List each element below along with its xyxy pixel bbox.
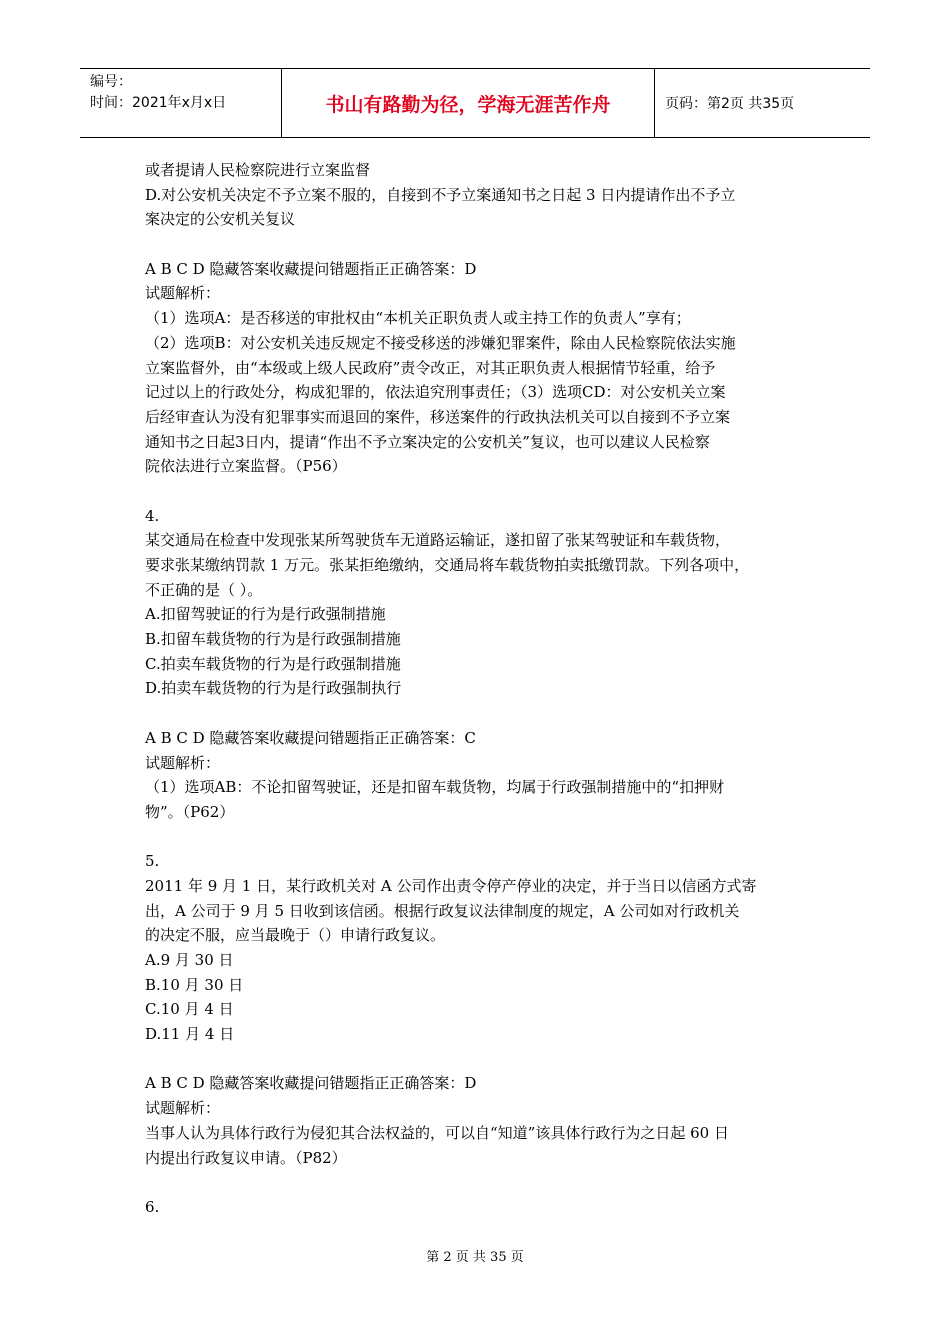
text-line: 试题解析： [145,284,221,303]
text-line: 后经审查认为没有犯罪事实而退回的案件，移送案件的行政执法机关可以自接到不予立案 [145,407,731,426]
page-header [80,68,870,138]
text-line: D.对公安机关决定不予立案不服的，自接到不予立案通知书之日起 3 日内提请作出不予立 [145,185,736,204]
text-line: C.拍卖车载货物的行为是行政强制措施 [145,654,401,673]
blank-line [145,1170,815,1195]
text-line: 或者提请人民检察院进行立案监督 [145,161,371,179]
header-meta [80,69,282,137]
blank-line [145,479,815,504]
blank-line [145,701,815,726]
text-line: B.10 月 30 日 [145,975,244,994]
text-line: D.11 月 4 日 [145,1025,235,1044]
text-line: 内提出行政复议申请。（P82） [145,1148,347,1167]
text-line: 5. [145,852,160,871]
text-line: A B C D 隐藏答案收藏提问错题指正正确答案：D [145,259,477,278]
blank-line [145,1047,815,1072]
text-line: D.拍卖车载货物的行为是行政强制执行 [145,679,402,698]
blank-line [145,232,815,257]
text-line: A.扣留驾驶证的行为是行政强制措施 [145,605,386,624]
text-line: 6. [145,1197,160,1216]
text-line: 4. [145,506,160,525]
text-line: A B C D 隐藏答案收藏提问错题指正正确答案：D [145,1074,477,1093]
text-line: B.扣留车载货物的行为是行政强制措施 [145,630,401,649]
text-line: 当事人认为具体行政行为侵犯其合法权益的，可以自“知道”该具体行政行为之日起 60 日 [145,1123,729,1142]
text-line: （1）选项A：是否移送的审批权由“本机关正职负责人或主持工作的负责人”享有； [145,309,691,328]
blank-line [145,825,815,850]
header-motto: 书山有路勤为径，学海无涯苦作舟 [282,69,655,137]
text-line: 不正确的是（ ）。 [145,580,263,599]
text-line: 出，A 公司于 9 月 5 日收到该信函。根据行政复议法律制度的规定，A 公司如对行政机关 [145,901,740,920]
text-line: （2）选项B：对公安机关违反规定不接受移送的涉嫌犯罪案件，除由人民检察院依法实施 [145,333,736,352]
document-body [145,158,815,1220]
text-line: 的决定不服，应当最晚于（）申请行政复议。 [145,926,446,945]
text-line: 院依法进行立案监督。（P56） [145,457,347,476]
page-footer: 第 2 页 共 35 页 [426,1250,524,1265]
text-line: A B C D 隐藏答案收藏提问错题指正正确答案：C [145,728,476,747]
text-line: 通知书之日起3日内，提请“作出不予立案决定的公安机关”复议，也可以建议人民检察 [145,432,710,451]
text-line: 要求张某缴纳罚款 1 万元。张某拒绝缴纳，交通局将车载货物拍卖抵缴罚款。下列各项中， [145,556,750,574]
header-page-info: 页码：第2页 共35页 [665,96,795,112]
text-line: 2011 年 9 月 1 日，某行政机关对 A 公司作出责令停产停业的决定，并于当日以信函方式寄 [145,876,757,895]
text-line: 立案监督外，由“本级或上级人民政府”责令改正，对其正职负责人根据情节轻重，给予 [145,358,716,377]
text-line: 试题解析： [145,1099,221,1118]
text-line: 某交通局在检查中发现张某所驾驶货车无道路运输证，遂扣留了张某驾驶证和车载货物， [145,531,731,550]
number-label: 编号： [90,74,132,90]
text-line: 物”。（P62） [145,802,235,821]
text-line: C.10 月 4 日 [145,1000,234,1019]
text-line: A.9 月 30 日 [145,951,234,969]
text-line: 记过以上的行政处分，构成犯罪的，依法追究刑事责任；（3）选项CD：对公安机关立案 [145,383,726,402]
text-line: （1）选项AB：不论扣留驾驶证，还是扣留车载货物，均属于行政强制措施中的“扣押财 [145,778,725,797]
time-label: 时间：2021年x月x日 [90,95,227,111]
text-line: 试题解析： [145,753,221,772]
text-line: 案决定的公安机关复议 [145,210,296,229]
